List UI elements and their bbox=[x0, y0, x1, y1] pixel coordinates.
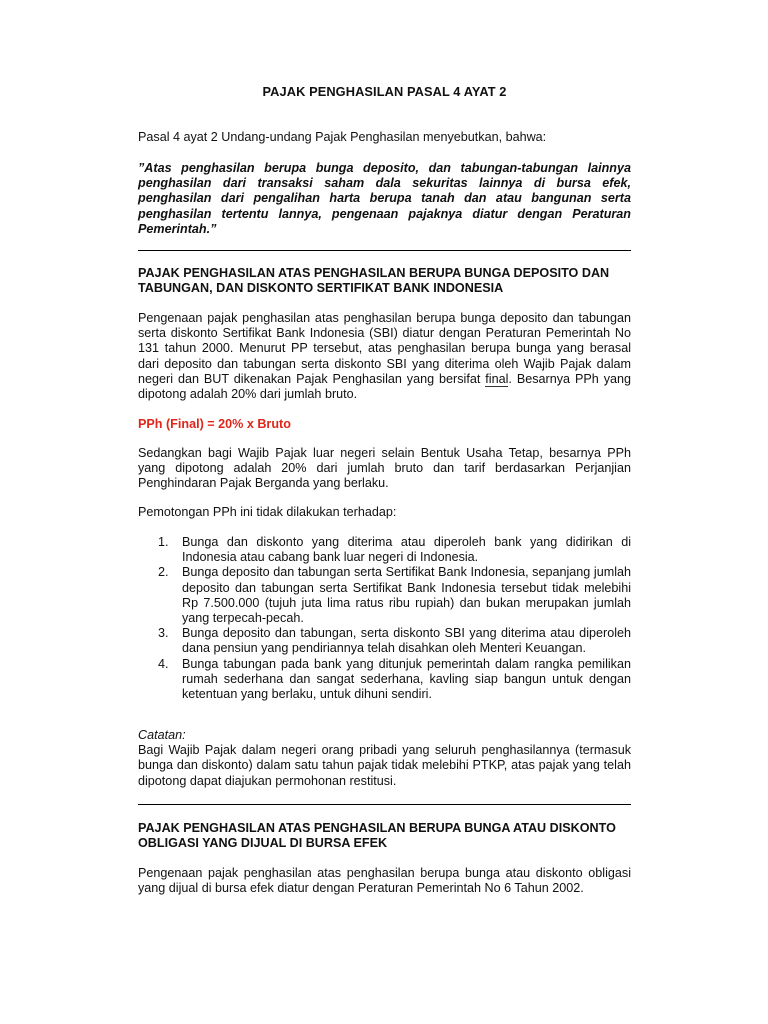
list-item-text: Bunga dan diskonto yang diterima atau diperoleh bank yang didirikan di Indonesia atau cabang bank luar negeri di Indonesia. bbox=[182, 535, 631, 565]
catatan-note bbox=[138, 728, 631, 789]
list-item-number: 4. bbox=[158, 656, 169, 671]
section1-heading: PAJAK PENGHASILAN ATAS PENGHASILAN BERUPA BUNGA DEPOSITO DAN TABUNGAN, DAN DISKONTO SERTIFIKAT BANK INDONESIA bbox=[138, 266, 610, 296]
list-item bbox=[138, 626, 631, 656]
list-item-number: 3. bbox=[158, 626, 169, 641]
section1-paragraph-1-main: Pengenaan pajak penghasilan atas penghasilan berupa bunga deposito dan tabungan serta diskonto Sertifikat Bank Indonesia (SBI) diatur dengan Peraturan Pemerintah No 131 tahun 2000. Menurut PP tersebut, atas penghasilan berupa bunga yang berasal dari deposito dan tabungan serta diskonto SBI yang diterima oleh Wajib Pajak dalam negeri dan BUT dikenakan Pajak Penghasilan yang bersifat bbox=[138, 311, 631, 386]
page-title: PAJAK PENGHASILAN PASAL 4 AYAT 2 bbox=[262, 84, 507, 99]
list-item-number: 2. bbox=[158, 565, 169, 580]
section-divider bbox=[138, 804, 631, 805]
section1-paragraph-2: Sedangkan bagi Wajib Pajak luar negeri selain Bentuk Usaha Tetap, besarnya PPh yang dipotong adalah 20% dari jumlah bruto dan tarif berdasarkan Perjanjian Penghindaran Pajak Berganda yang berlaku. bbox=[138, 446, 631, 491]
list-item-text: Bunga tabungan pada bank yang ditunjuk pemerintah dalam rangka pemilikan rumah sederhana dan sangat sederhana, kavling siap bangun untuk dengan ketentuan yang berlaku, untuk dihuni sendiri. bbox=[182, 656, 631, 702]
section1-paragraph-1 bbox=[138, 311, 631, 402]
catatan-label: Catatan: bbox=[138, 728, 186, 742]
final-term: final bbox=[485, 371, 509, 386]
list-item-text: Bunga deposito dan tabungan serta Sertifikat Bank Indonesia, sepanjang jumlah deposito dan tabungan serta Sertifikat Bank Indonesia tersebut tidak melebihi Rp 7.500.000 (tujuh juta lima ratus ribu rupiah) dan bukan merupakan jumlah yang terpecah-pecah. bbox=[182, 565, 631, 626]
catatan-text: Bagi Wajib Pajak dalam negeri orang pribadi yang seluruh penghasilannya (termasuk bunga dan diskonto) dalam satu tahun pajak tidak melebihi PTKP, atas pajak yang telah dipotong dapat diajukan permohonan restitusi. bbox=[138, 743, 631, 788]
list-item bbox=[138, 657, 631, 703]
section1-paragraph-1-tail: . Besarnya PPh yang dipotong adalah 20% dari jumlah bruto. bbox=[138, 371, 631, 402]
section-divider bbox=[138, 250, 631, 251]
section2-heading: PAJAK PENGHASILAN ATAS PENGHASILAN BERUPA BUNGA ATAU DISKONTO OBLIGASI YANG DIJUAL DI BURSA EFEK bbox=[138, 821, 616, 851]
section1-paragraph-3: Pemotongan PPh ini tidak dilakukan terhadap: bbox=[138, 505, 397, 519]
list-item-number: 1. bbox=[158, 535, 169, 549]
list-item-text: Bunga deposito dan tabungan, serta diskonto SBI yang diterima atau diperoleh dana pensiun yang pendiriannya telah disahkan oleh Menteri Keuangan. bbox=[182, 626, 631, 656]
section2-paragraph-1: Pengenaan pajak penghasilan atas penghasilan berupa bunga atau diskonto obligasi yang dijual di bursa efek diatur dengan Peraturan Pemerintah No 6 Tahun 2002. bbox=[138, 866, 631, 896]
intro-paragraph: Pasal 4 ayat 2 Undang-undang Pajak Penghasilan menyebutkan, bahwa: bbox=[138, 130, 547, 144]
exemption-list bbox=[138, 535, 631, 702]
law-quote: ”Atas penghasilan berupa bunga deposito, dan tabungan-tabungan lainnya penghasilan dari transaksi saham dala sekuritas lainnya di bursa efek, penghasilan dari pengalihan harta berupa tanah dan atau bangunan serta penghasilan tertentu lannya, pengenaan pajaknya diatur dengan Peraturan Pemerintah.” bbox=[138, 161, 631, 236]
pph-formula: PPh (Final) = 20% x Bruto bbox=[138, 417, 291, 431]
list-item bbox=[138, 565, 631, 626]
list-item bbox=[138, 535, 631, 565]
